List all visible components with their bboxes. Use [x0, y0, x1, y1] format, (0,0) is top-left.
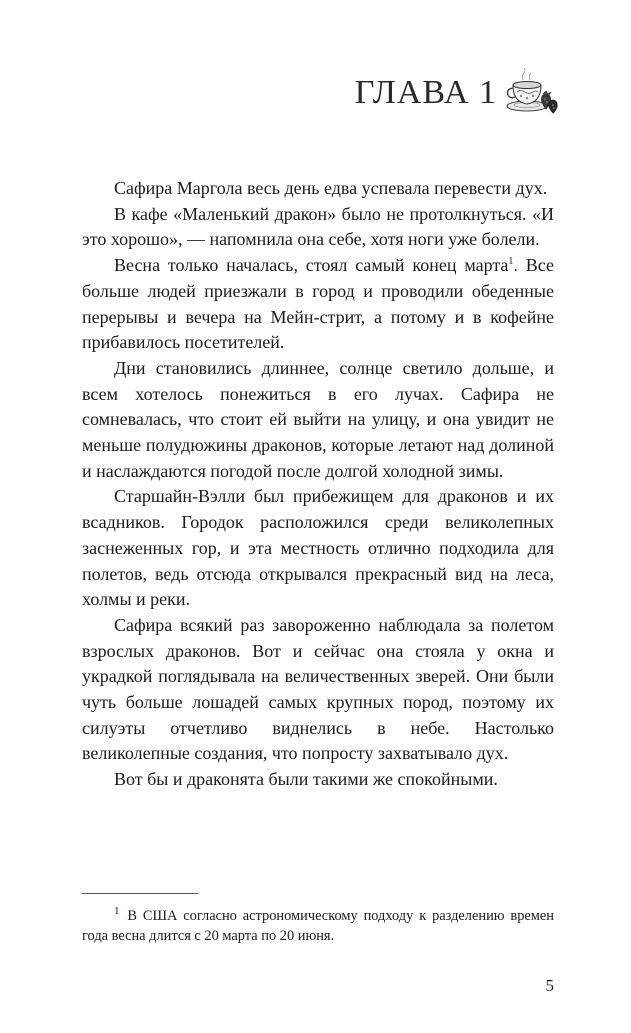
- teacup-with-strawberries-icon: [505, 68, 559, 118]
- paragraph-3: [82, 253, 554, 356]
- footnote-text: В США согласно астрономическому подходу к разделению времен года весна длится с 20 марта по 20 июня.: [82, 908, 554, 944]
- footnote-divider: [82, 893, 198, 894]
- chapter-heading: [355, 68, 559, 118]
- paragraph-2: В кафе «Маленький дракон» было не протолкнуться. «И это хорошо», — напомнила она себе, хотя ноги уже болели.: [82, 203, 554, 250]
- footnote-reference[interactable]: 1: [508, 256, 514, 268]
- paragraph-5: Старшайн-Вэлли был прибежищем для драконов и их всадников. Городок расположился среди великолепных заснеженных гор, и эта местность отлично подходила для полетов, ведь отсюда открывался прекрасный вид на леса, холмы и реки.: [82, 486, 554, 610]
- paragraph-3-start: Весна только началась, стоял самый конец марта: [114, 255, 509, 276]
- paragraph-1: Сафира Маргола весь день едва успевала перевести дух.: [114, 178, 548, 198]
- chapter-title: ГЛАВА 1: [354, 74, 497, 111]
- page-number: 5: [545, 976, 554, 995]
- footnote-number: 1: [114, 905, 120, 918]
- paragraph-7: Вот бы и драконята были такими же спокойными.: [114, 769, 498, 790]
- paragraph-4: Дни становились длиннее, солнце светило дольше, и всем хотелось понежиться в его лучах. Сафира не сомневалась, что стоит ей выйти на улицу, и она увидит не меньше полудюжины драконов, которые летают над долиной и наслаждаются погодой после долгой холодной зимы.: [82, 357, 554, 481]
- paragraph-6: Сафира всякий раз завороженно наблюдала за полетом взрослых драконов. Вот и сейчас она стояла у окна и украдкой поглядывала на величественных зверей. Они были чуть больше лошадей самых крупных пород, поэтому их силуэты отчетливо виднелись в небе. Настолько великолепные создания, что попросту захватывало дух.: [82, 614, 554, 764]
- chapter-body: [82, 176, 554, 793]
- footnote: [82, 906, 554, 946]
- paragraph-3-end: . Все больше людей приезжали в город и проводили обеденные перерывы и вечера на Мейн-стрит, а потому и в кофейне прибавилось посетителей.: [82, 255, 554, 353]
